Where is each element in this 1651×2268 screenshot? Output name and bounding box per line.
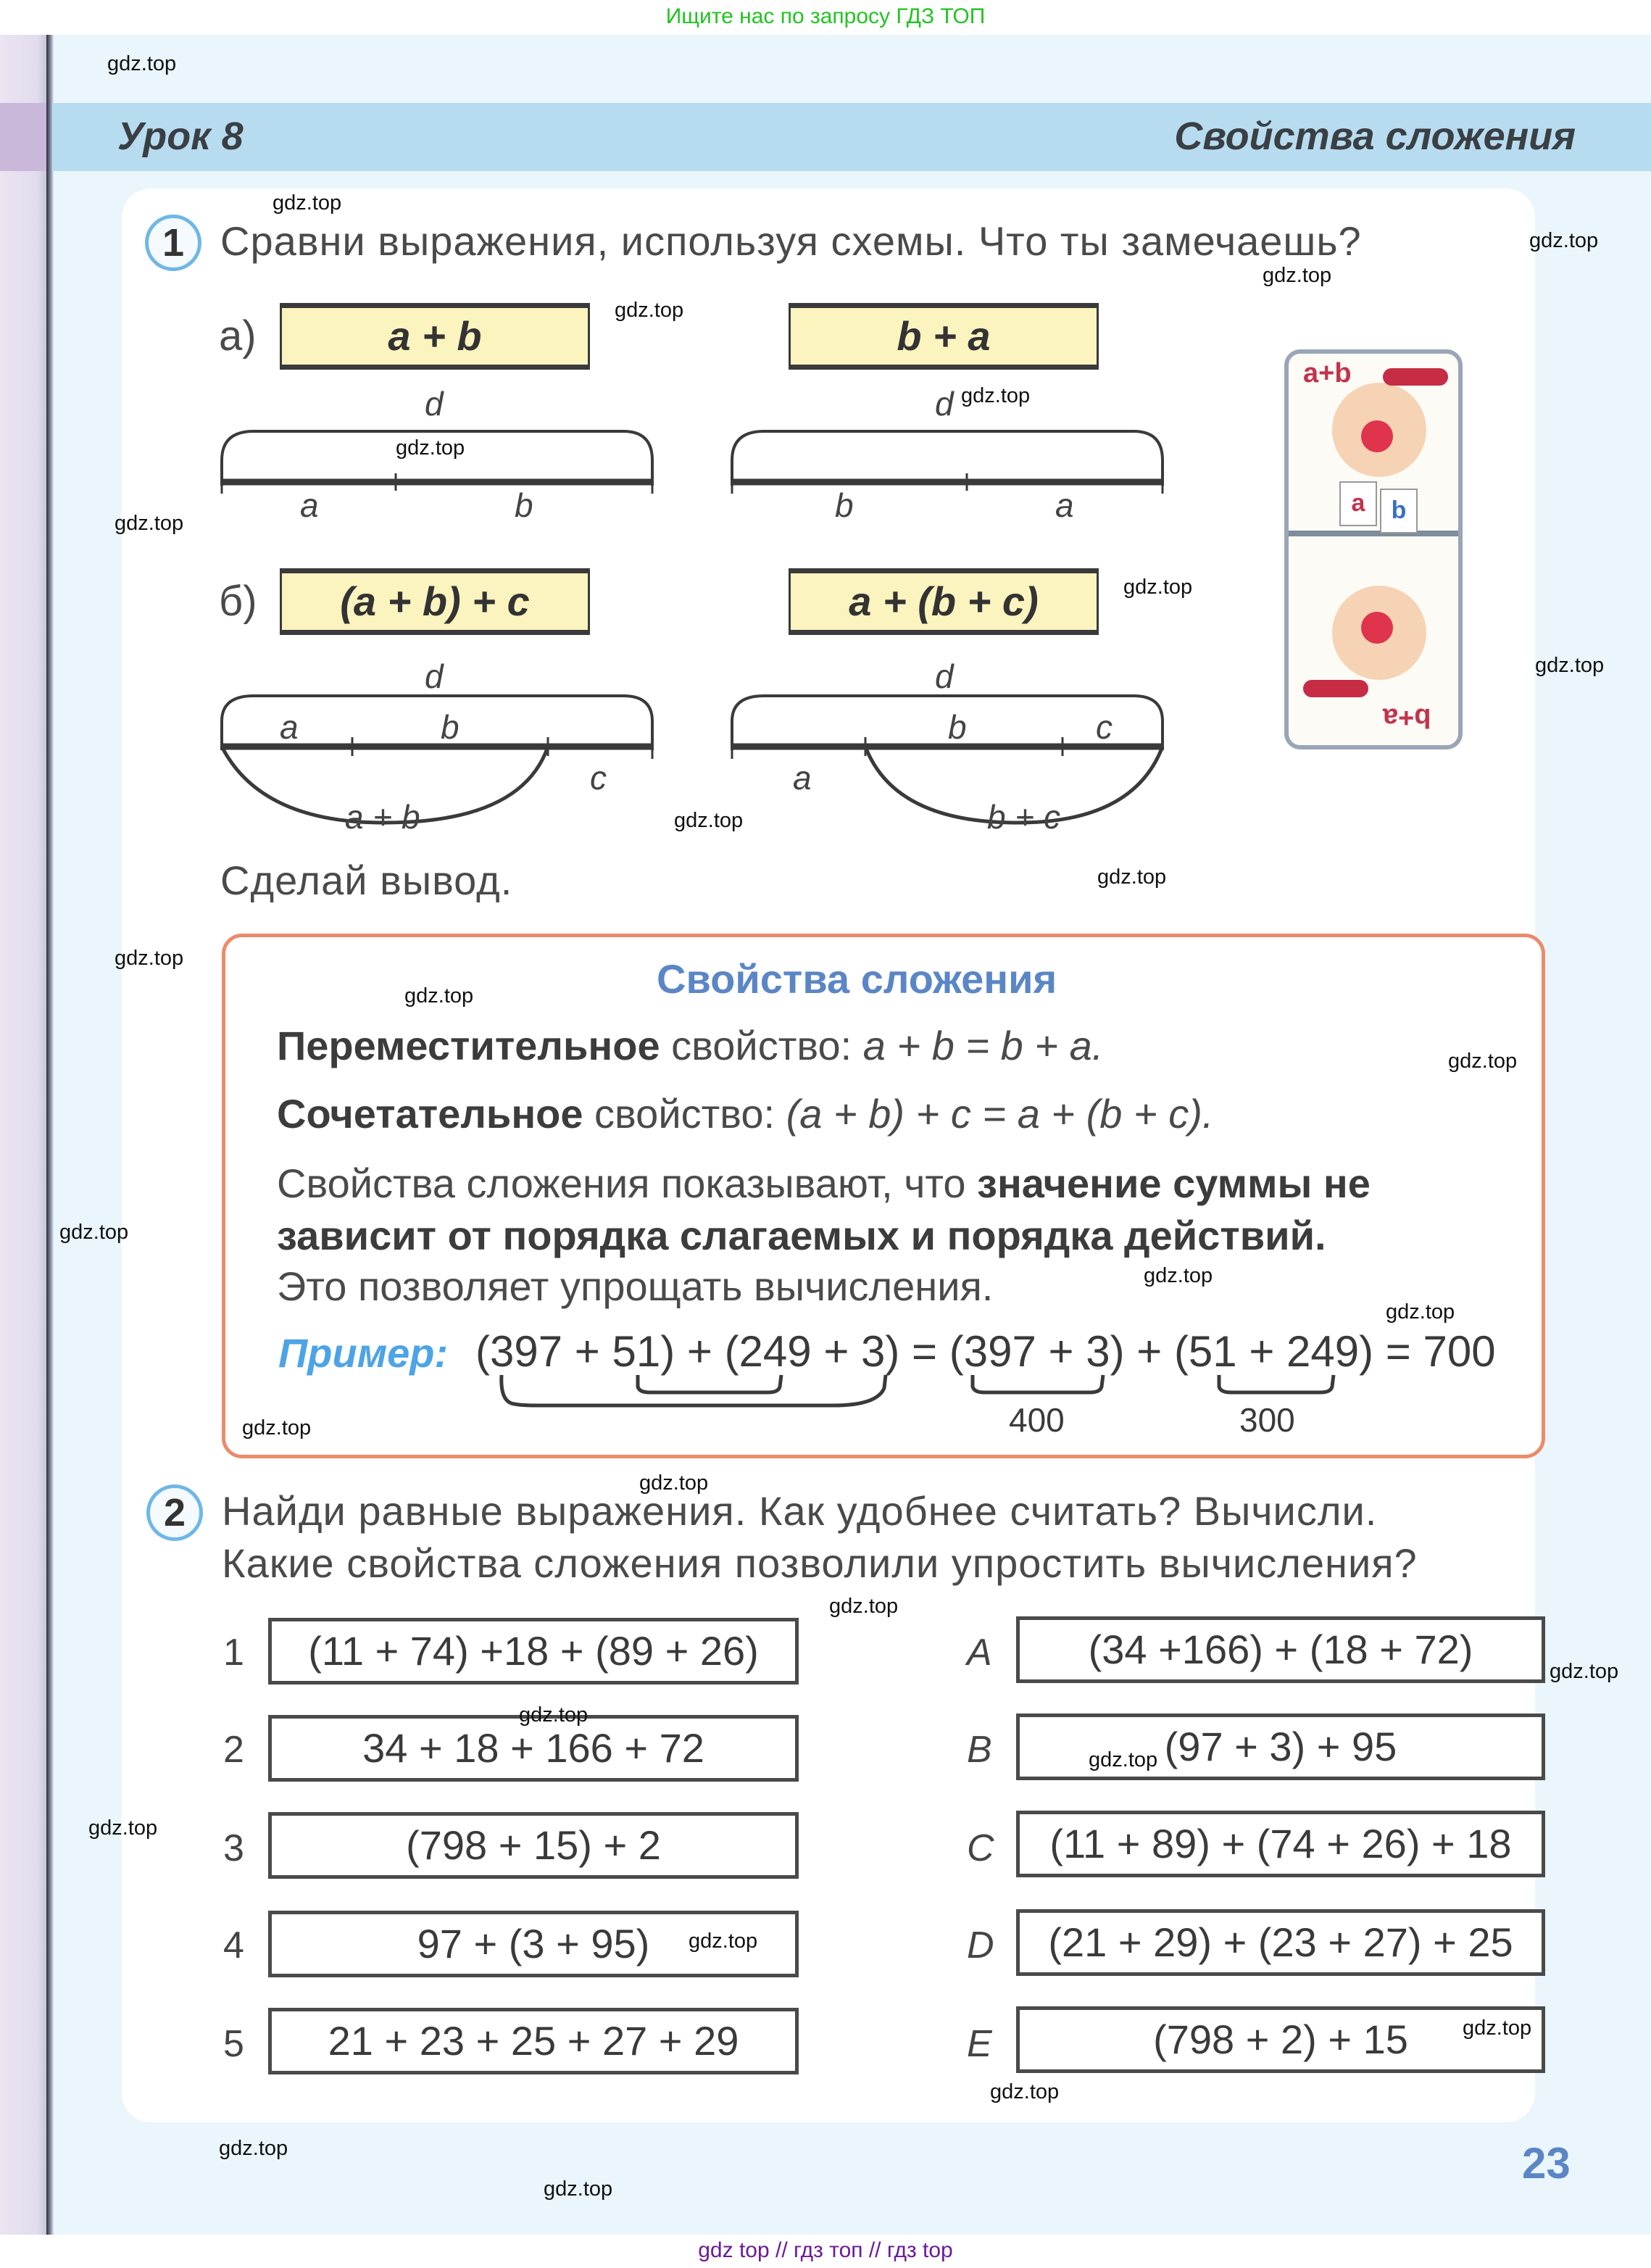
watermark: gdz.top bbox=[107, 52, 177, 75]
item-1-expression: (11 + 74) +18 + (89 + 26) bbox=[268, 1618, 799, 1685]
bottom-banner-text: gdz top // гдз топ // гдз top bbox=[698, 2238, 953, 2262]
watermark: gdz.top bbox=[273, 191, 342, 215]
expr-box-a-plus-b: a + b bbox=[280, 303, 590, 370]
commutative-property bbox=[277, 1022, 1103, 1069]
item-D-label: D bbox=[967, 1924, 994, 1966]
item-3-expression: (798 + 15) + 2 bbox=[268, 1812, 799, 1879]
clown-domino-illustration bbox=[1284, 349, 1463, 749]
page-number: 23 bbox=[1522, 2139, 1571, 2188]
watermark: gdz.top bbox=[1123, 576, 1193, 599]
part-b-label: б) bbox=[219, 578, 257, 625]
top-banner-text: Ищите нас по запросу ГДЗ ТОП bbox=[665, 4, 986, 28]
explanation-line-1 bbox=[277, 1160, 1371, 1207]
watermark: gdz.top bbox=[1097, 865, 1167, 889]
watermark: gdz.top bbox=[1089, 1748, 1158, 1771]
watermark: gdz.top bbox=[59, 1221, 129, 1244]
scheme-a1-segment-b: b bbox=[515, 486, 533, 524]
watermark: gdz.top bbox=[404, 984, 474, 1008]
scheme-a2-segment-a: a bbox=[1055, 486, 1074, 524]
scheme-a1-diagram bbox=[217, 424, 660, 497]
watermark: gdz.top bbox=[1448, 1050, 1518, 1073]
clown-nose-bottom bbox=[1361, 612, 1393, 644]
illustration-caption-bottom: b+a bbox=[1383, 702, 1431, 733]
item-5-label: 5 bbox=[223, 2023, 244, 2065]
commutative-text: свойство: bbox=[660, 1023, 863, 1068]
scheme-b1-segment-b: b bbox=[441, 708, 459, 746]
scheme-a2-segment-b: b bbox=[835, 486, 854, 524]
commutative-label: Переместительное bbox=[277, 1023, 660, 1068]
example-result-300: 300 bbox=[1239, 1401, 1295, 1439]
item-4-label: 4 bbox=[223, 1924, 244, 1966]
clown-nose-top bbox=[1361, 420, 1393, 452]
rule-box-title: Свойства сложения bbox=[657, 956, 1057, 1002]
expr-box-a-plus-bc: a + (b + c) bbox=[789, 568, 1099, 635]
item-C-expression: (11 + 89) + (74 + 26) + 18 bbox=[1016, 1811, 1545, 1877]
watermark: gdz.top bbox=[115, 947, 184, 970]
item-B-expression: (97 + 3) + 95 bbox=[1016, 1714, 1545, 1780]
expr-box-b-plus-a: b + a bbox=[789, 303, 1099, 370]
part-a-label: а) bbox=[219, 312, 257, 360]
watermark: gdz.top bbox=[1463, 2016, 1532, 2040]
task-2-number: 2 bbox=[146, 1484, 203, 1541]
clown-hat-bottom bbox=[1303, 680, 1368, 697]
associative-property bbox=[277, 1090, 1213, 1137]
previous-page-edge bbox=[0, 35, 46, 2235]
top-banner bbox=[0, 0, 1651, 35]
item-2-label: 2 bbox=[223, 1729, 244, 1771]
watermark: gdz.top bbox=[1550, 1660, 1619, 1683]
watermark: gdz.top bbox=[396, 436, 465, 460]
scheme-a2-top-label: d bbox=[935, 385, 954, 423]
example-label: Пример: bbox=[278, 1330, 449, 1376]
scheme-b1-top-label: d bbox=[425, 657, 444, 695]
item-3-label: 3 bbox=[223, 1827, 244, 1869]
lesson-label: Урок 8 bbox=[117, 115, 244, 158]
item-C-label: C bbox=[967, 1827, 994, 1869]
scheme-b1-segment-c: c bbox=[590, 759, 607, 797]
associative-text: свойство: bbox=[583, 1091, 786, 1137]
scheme-b2-segment-c: c bbox=[1096, 708, 1113, 746]
explanation-plain: Свойства сложения показывают, что bbox=[277, 1160, 978, 1206]
item-2-expression: 34 + 18 + 166 + 72 bbox=[268, 1715, 799, 1782]
letter-card-a: a bbox=[1339, 481, 1377, 526]
task-1-number: 1 bbox=[145, 215, 201, 271]
scheme-a1-segment-a: a bbox=[300, 486, 319, 524]
example-grouping-brackets bbox=[493, 1374, 1363, 1439]
watermark: gdz.top bbox=[242, 1416, 312, 1440]
item-A-label: A bbox=[967, 1632, 992, 1674]
example-result-400: 400 bbox=[1009, 1401, 1065, 1439]
item-A-expression: (34 +166) + (18 + 72) bbox=[1016, 1616, 1545, 1683]
explanation-bold-2: зависит от порядка слагаемых и порядка действий. bbox=[277, 1213, 1326, 1258]
watermark: gdz.top bbox=[219, 2137, 288, 2160]
watermark: gdz.top bbox=[1144, 1264, 1213, 1287]
item-D-expression: (21 + 29) + (23 + 27) + 25 bbox=[1016, 1909, 1545, 1976]
item-1-label: 1 bbox=[223, 1632, 244, 1674]
task-2-instruction-line-2: Какие свойства сложения позволили упростить вычисления? bbox=[222, 1540, 1418, 1586]
task-1-conclusion: Сделай вывод. bbox=[220, 857, 513, 903]
previous-page-band bbox=[0, 103, 46, 171]
watermark: gdz.top bbox=[88, 1816, 158, 1840]
item-E-label: E bbox=[967, 2023, 992, 2065]
watermark: gdz.top bbox=[990, 2080, 1060, 2103]
commutative-formula: a + b = b + a. bbox=[862, 1023, 1104, 1068]
scheme-b1-lower-label: a + b bbox=[345, 798, 420, 836]
watermark: gdz.top bbox=[689, 1930, 758, 1953]
scheme-b2-segment-b: b bbox=[948, 708, 967, 746]
illustration-caption-top: a+b bbox=[1303, 358, 1352, 389]
scheme-a2-diagram bbox=[728, 424, 1170, 497]
watermark: gdz.top bbox=[674, 809, 744, 832]
watermark: gdz.top bbox=[1263, 264, 1332, 287]
watermark: gdz.top bbox=[115, 512, 184, 535]
item-4-expression: 97 + (3 + 95) bbox=[268, 1911, 799, 1977]
scheme-b2-segment-a: a bbox=[793, 759, 812, 797]
explanation-line-3: Это позволяет упрощать вычисления. bbox=[277, 1263, 994, 1309]
associative-formula: (a + b) + c = a + (b + c). bbox=[786, 1091, 1214, 1137]
scheme-b2-top-label: d bbox=[935, 657, 954, 695]
watermark: gdz.top bbox=[1535, 654, 1605, 677]
letter-card-b: b bbox=[1380, 489, 1418, 533]
watermark: gdz.top bbox=[961, 384, 1031, 407]
watermark: gdz.top bbox=[519, 1703, 589, 1727]
watermark: gdz.top bbox=[615, 299, 684, 322]
clown-hat-top bbox=[1383, 368, 1448, 386]
item-E-expression: (798 + 2) + 15 bbox=[1016, 2006, 1545, 2073]
scheme-b2-lower-label: b + c bbox=[987, 798, 1061, 836]
associative-label: Сочетательное bbox=[277, 1091, 583, 1137]
scheme-a1-top-label: d bbox=[425, 385, 444, 423]
watermark: gdz.top bbox=[1386, 1300, 1455, 1324]
example-expression: (397 + 51) + (249 + 3) = (397 + 3) + (51 + 249) = 700 bbox=[475, 1327, 1496, 1376]
task-1-instruction: Сравни выражения, используя схемы. Что ты замечаешь? bbox=[220, 218, 1362, 264]
item-5-expression: 21 + 23 + 25 + 27 + 29 bbox=[268, 2008, 799, 2074]
explanation-line-2 bbox=[277, 1212, 1326, 1259]
watermark: gdz.top bbox=[1529, 229, 1599, 252]
expr-box-ab-plus-c: (a + b) + c bbox=[280, 568, 590, 635]
scheme-b1-segment-a: a bbox=[280, 708, 299, 746]
task-2-instruction-line-1: Найди равные выражения. Как удобнее считать? Вычисли. bbox=[222, 1488, 1378, 1534]
book-spine bbox=[46, 35, 54, 2235]
lesson-title: Свойства сложения bbox=[1174, 115, 1576, 158]
domino-divider bbox=[1289, 531, 1458, 536]
bottom-banner bbox=[0, 2235, 1651, 2268]
watermark: gdz.top bbox=[544, 2177, 613, 2201]
item-B-label: B bbox=[967, 1729, 992, 1771]
watermark: gdz.top bbox=[639, 1471, 709, 1495]
explanation-bold-1: значение суммы не bbox=[977, 1160, 1371, 1206]
watermark: gdz.top bbox=[829, 1595, 899, 1618]
